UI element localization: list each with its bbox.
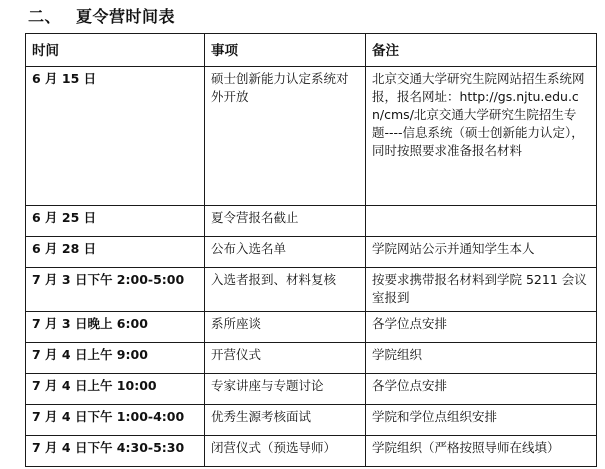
table-row bbox=[26, 312, 597, 343]
time-cell: 7 月 4 日上午 10:00 bbox=[26, 374, 205, 405]
time-cell: 7 月 4 日上午 9:00 bbox=[26, 343, 205, 374]
schedule-table bbox=[25, 33, 597, 467]
item-cell: 硕士创新能力认定系统对外开放 bbox=[205, 67, 366, 206]
header-time: 时间 bbox=[26, 34, 205, 67]
time-cell: 6 月 28 日 bbox=[26, 237, 205, 268]
note-cell: 学院和学位点组织安排 bbox=[366, 405, 597, 436]
table-row bbox=[26, 436, 597, 467]
table-row bbox=[26, 237, 597, 268]
table-row bbox=[26, 268, 597, 312]
item-cell: 系所座谈 bbox=[205, 312, 366, 343]
table-row bbox=[26, 67, 597, 206]
table-row bbox=[26, 405, 597, 436]
time-cell: 7 月 4 日下午 1:00-4:00 bbox=[26, 405, 205, 436]
note-cell: 北京交通大学研究生院网站招生系统网报，报名网址：http://gs.njtu.edu.cn/cms/北京交通大学研究生院招生专题----信息系统（硕士创新能力认定），同时按照要求准备报名材料 bbox=[366, 67, 597, 206]
table-row bbox=[26, 206, 597, 237]
table-row bbox=[26, 343, 597, 374]
note-cell: 学院组织（严格按照导师在线填） bbox=[366, 436, 597, 467]
time-cell: 6 月 15 日 bbox=[26, 67, 205, 206]
note-cell: 学院组织 bbox=[366, 343, 597, 374]
item-cell: 闭营仪式（预选导师） bbox=[205, 436, 366, 467]
section-heading bbox=[28, 4, 175, 27]
table-row bbox=[26, 374, 597, 405]
item-cell: 夏令营报名截止 bbox=[205, 206, 366, 237]
time-cell: 7 月 3 日下午 2:00-5:00 bbox=[26, 268, 205, 312]
note-cell: 学院网站公示并通知学生本人 bbox=[366, 237, 597, 268]
time-cell: 6 月 25 日 bbox=[26, 206, 205, 237]
item-cell: 优秀生源考核面试 bbox=[205, 405, 366, 436]
section-number: 二、 bbox=[28, 7, 62, 26]
time-cell: 7 月 4 日下午 4:30-5:30 bbox=[26, 436, 205, 467]
header-item: 事项 bbox=[205, 34, 366, 67]
note-cell: 各学位点安排 bbox=[366, 312, 597, 343]
note-cell bbox=[366, 206, 597, 237]
note-cell: 按要求携带报名材料到学院 5211 会议室报到 bbox=[366, 268, 597, 312]
note-cell: 各学位点安排 bbox=[366, 374, 597, 405]
item-cell: 专家讲座与专题讨论 bbox=[205, 374, 366, 405]
table-header-row bbox=[26, 34, 597, 67]
time-cell: 7 月 3 日晚上 6:00 bbox=[26, 312, 205, 343]
header-note: 备注 bbox=[366, 34, 597, 67]
item-cell: 入选者报到、材料复核 bbox=[205, 268, 366, 312]
section-title: 夏令营时间表 bbox=[76, 7, 176, 26]
item-cell: 公布入选名单 bbox=[205, 237, 366, 268]
item-cell: 开营仪式 bbox=[205, 343, 366, 374]
